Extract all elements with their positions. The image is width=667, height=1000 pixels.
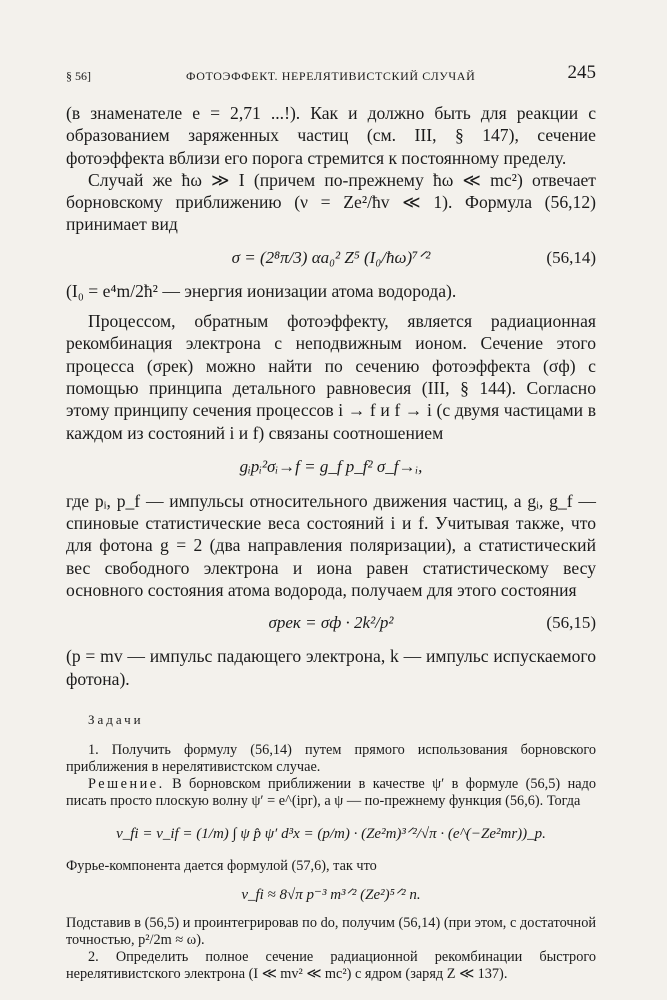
book-page [66, 60, 596, 983]
header-section: § 56] [66, 69, 91, 83]
equation-formula: gᵢpᵢ²σᵢ→f = g_f p_f² σ_f→ᵢ, [239, 456, 423, 476]
solution-text: Подставив в (56,5) и проинтегрировав по do, получим (56,14) (при этом, с достаточной точностью, p²/2m ≈ ω). [66, 914, 596, 948]
equation-number: (56,14) [546, 247, 596, 267]
paragraph: (в знаменателе e = 2,71 ...!). Как и должно быть для реакции с образованием заряженных частиц (см. III, § 147), сечение фотоэффекта вблизи его порога стремится к постоянному пределу. [66, 103, 596, 168]
tasks-heading: Задачи [88, 711, 144, 727]
running-header [66, 60, 596, 88]
paragraph: где pᵢ, p_f — импульсы относительного движения частиц, а gᵢ, g_f — спиновые статистические веса состояний i и f. Учитывая также, что для фотона g = 2 (два направления поляризации), а статистический вес свободного электрона и иона равен статистическому весу основного состояния атома водорода, получаем для этого состояния [66, 490, 596, 601]
equation-formula: σрек = σф · 2k²/p² [268, 613, 394, 633]
solution-text: Фурье-компонента дается формулой (57,6), так что [66, 857, 377, 874]
equation-matrix-element [66, 810, 596, 858]
header-title: ФОТОЭФФЕКТ. НЕРЕЛЯТИВИСТСКИЙ СЛУЧАЙ [186, 69, 476, 83]
equation-formula: v_fi = v_if = (1/m) ∫ ψ p̂ ψ′ d³x = (p/m) · (Ze²m)³ᐟ²/√π · (e^(−Ze²mr))_p. [116, 825, 546, 842]
paragraph: Случай же ħω ≫ I (причем по-прежнему ħω ≪ mc²) отвечает борновскому приближению (ν = Ze²/ħv ≪ 1). Формула (56,12) принимает вид [66, 169, 596, 235]
solution-text: В борновском приближении в качестве ψ′ в формуле (56,5) надо писать просто плоскую волну ψ′ = e^(ipr), а ψ — по-прежнему функция (56,6). Тогда [66, 775, 596, 809]
paragraph: (I₀ = e⁴m/2ħ² — энергия ионизации атома водорода). [66, 280, 457, 301]
page-number: 245 [567, 62, 596, 83]
task-2: 2. Определить полное сечение радиационной рекомбинации быстрого нерелятивистского электрона (I ≪ mv² ≪ mc²) с ядром (заряд Z ≪ 137). [66, 948, 596, 982]
equation-formula: v_fi ≈ 8√π p⁻³ m³ᐟ² (Ze²)⁵ᐟ² n. [241, 886, 421, 903]
equation-detailed-balance [66, 444, 596, 490]
equation-56-14 [66, 236, 596, 280]
equation-fourier-component [66, 875, 596, 915]
equation-formula: σ = (2⁸π/3) αa₀² Z⁵ (I₀/ħω)⁷ᐟ² [231, 247, 431, 267]
paragraph: Процессом, обратным фотоэффекту, является радиационная рекомбинация электрона с неподвижным ионом. Сечение этого процесса (σрек) можно найти по сечению фотоэффекта (σф) с помощью принципа детального равновесия (III, § 144). Согласно этому принципу сечения процессов i → f и f → i (с двумя частицами в каждом из состояний i и f) связаны соотношением [66, 311, 596, 443]
paragraph: (p = mv — импульс падающего электрона, k — импульс испускаемого фотона). [66, 646, 596, 689]
equation-56-15 [66, 601, 596, 645]
solution-paragraph [66, 776, 596, 810]
equation-number: (56,15) [546, 613, 596, 633]
solution-label: Решение. [88, 775, 165, 792]
task-1: 1. Получить формулу (56,14) путем прямого использования борновского приближения в нерелятивистском случае. [66, 741, 596, 775]
